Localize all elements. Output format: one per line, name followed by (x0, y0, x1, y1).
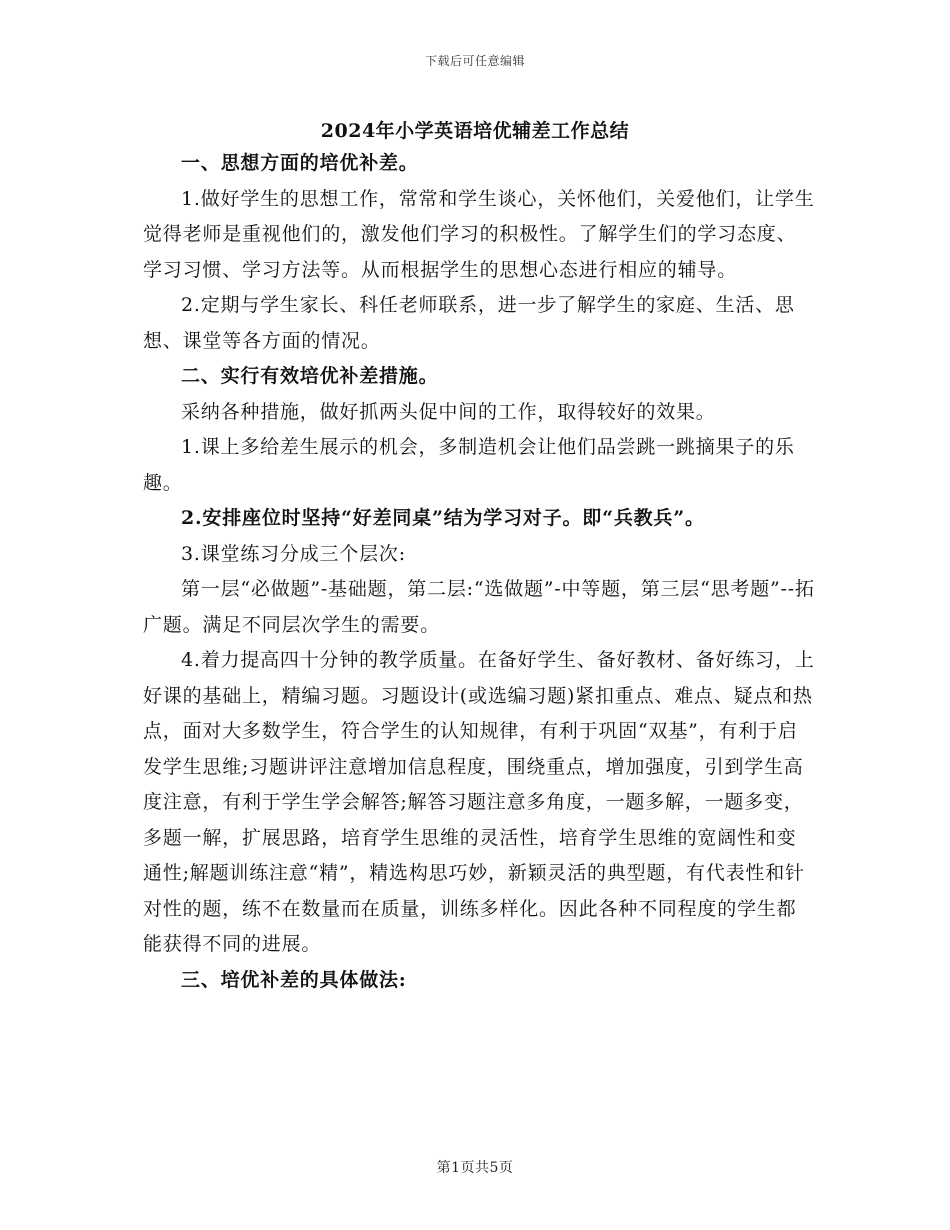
paragraph: 3.课堂练习分成三个层次: (181, 542, 406, 565)
page-footer: 第1页共5页 (436, 1160, 514, 1176)
document-body (143, 146, 815, 998)
section-heading-3: 三、培优补差的具体做法: (181, 968, 407, 991)
paragraph: 2.定期与学生家长、科任老师联系，进一步了解学生的家庭、生活、思想、课堂等各方面的情况。 (143, 294, 795, 352)
paragraph: 1.课上多给差生展示的机会，多制造机会让他们品尝跳一跳摘果子的乐趣。 (143, 436, 795, 494)
page-header: 下载后可任意编辑 (424, 54, 525, 68)
paragraph: 4.着力提高四十分钟的教学质量。在备好学生、备好教材、备好练习，上好课的基础上，精编习题。习题设计(或选编习题)紧扣重点、难点、疑点和热点，面对大多数学生，符合学生的认知规律，有利于巩固“双基”，有利于启发学生思维;习题讲评注意增加信息程度，围绕重点，增加强度，引到学生高度注意，有利于学生学会解答;解答习题注意多角度，一题多解，一题多变，多题一解，扩展思路，培育学生思维的灵活性，培育学生思维的宽阔性和变通性;解题训练注意“精”，精选构思巧妙，新颖灵活的典型题，有代表性和针对性的题，练不在数量而在质量，训练多样化。因此各种不同程度的学生都能获得不同的进展。 (143, 649, 815, 955)
paragraph: 1.做好学生的思想工作，常常和学生谈心，关怀他们，关爱他们，让学生觉得老师是重视他们的，激发他们学习的积极性。了解学生们的学习态度、学习习惯、学习方法等。从而根据学生的思想心态进行相应的辅导。 (143, 187, 815, 281)
paragraph: 采纳各种措施，做好抓两头促中间的工作，取得较好的效果。 (181, 400, 716, 423)
paragraph: 第一层“必做题”-基础题，第二层:“选做题”-中等题，第三层“思考题”--拓广题。满足不同层次学生的需要。 (143, 578, 815, 636)
section-heading-2: 二、实行有效培优补差措施。 (181, 365, 439, 387)
section-heading-1: 一、思想方面的培优补差。 (181, 152, 419, 174)
bold-paragraph: 2.安排座位时坚持“好差同桌”结为学习对子。即“兵教兵”。 (181, 507, 705, 529)
document-title: 2024年小学英语培优辅差工作总结 (320, 120, 630, 142)
